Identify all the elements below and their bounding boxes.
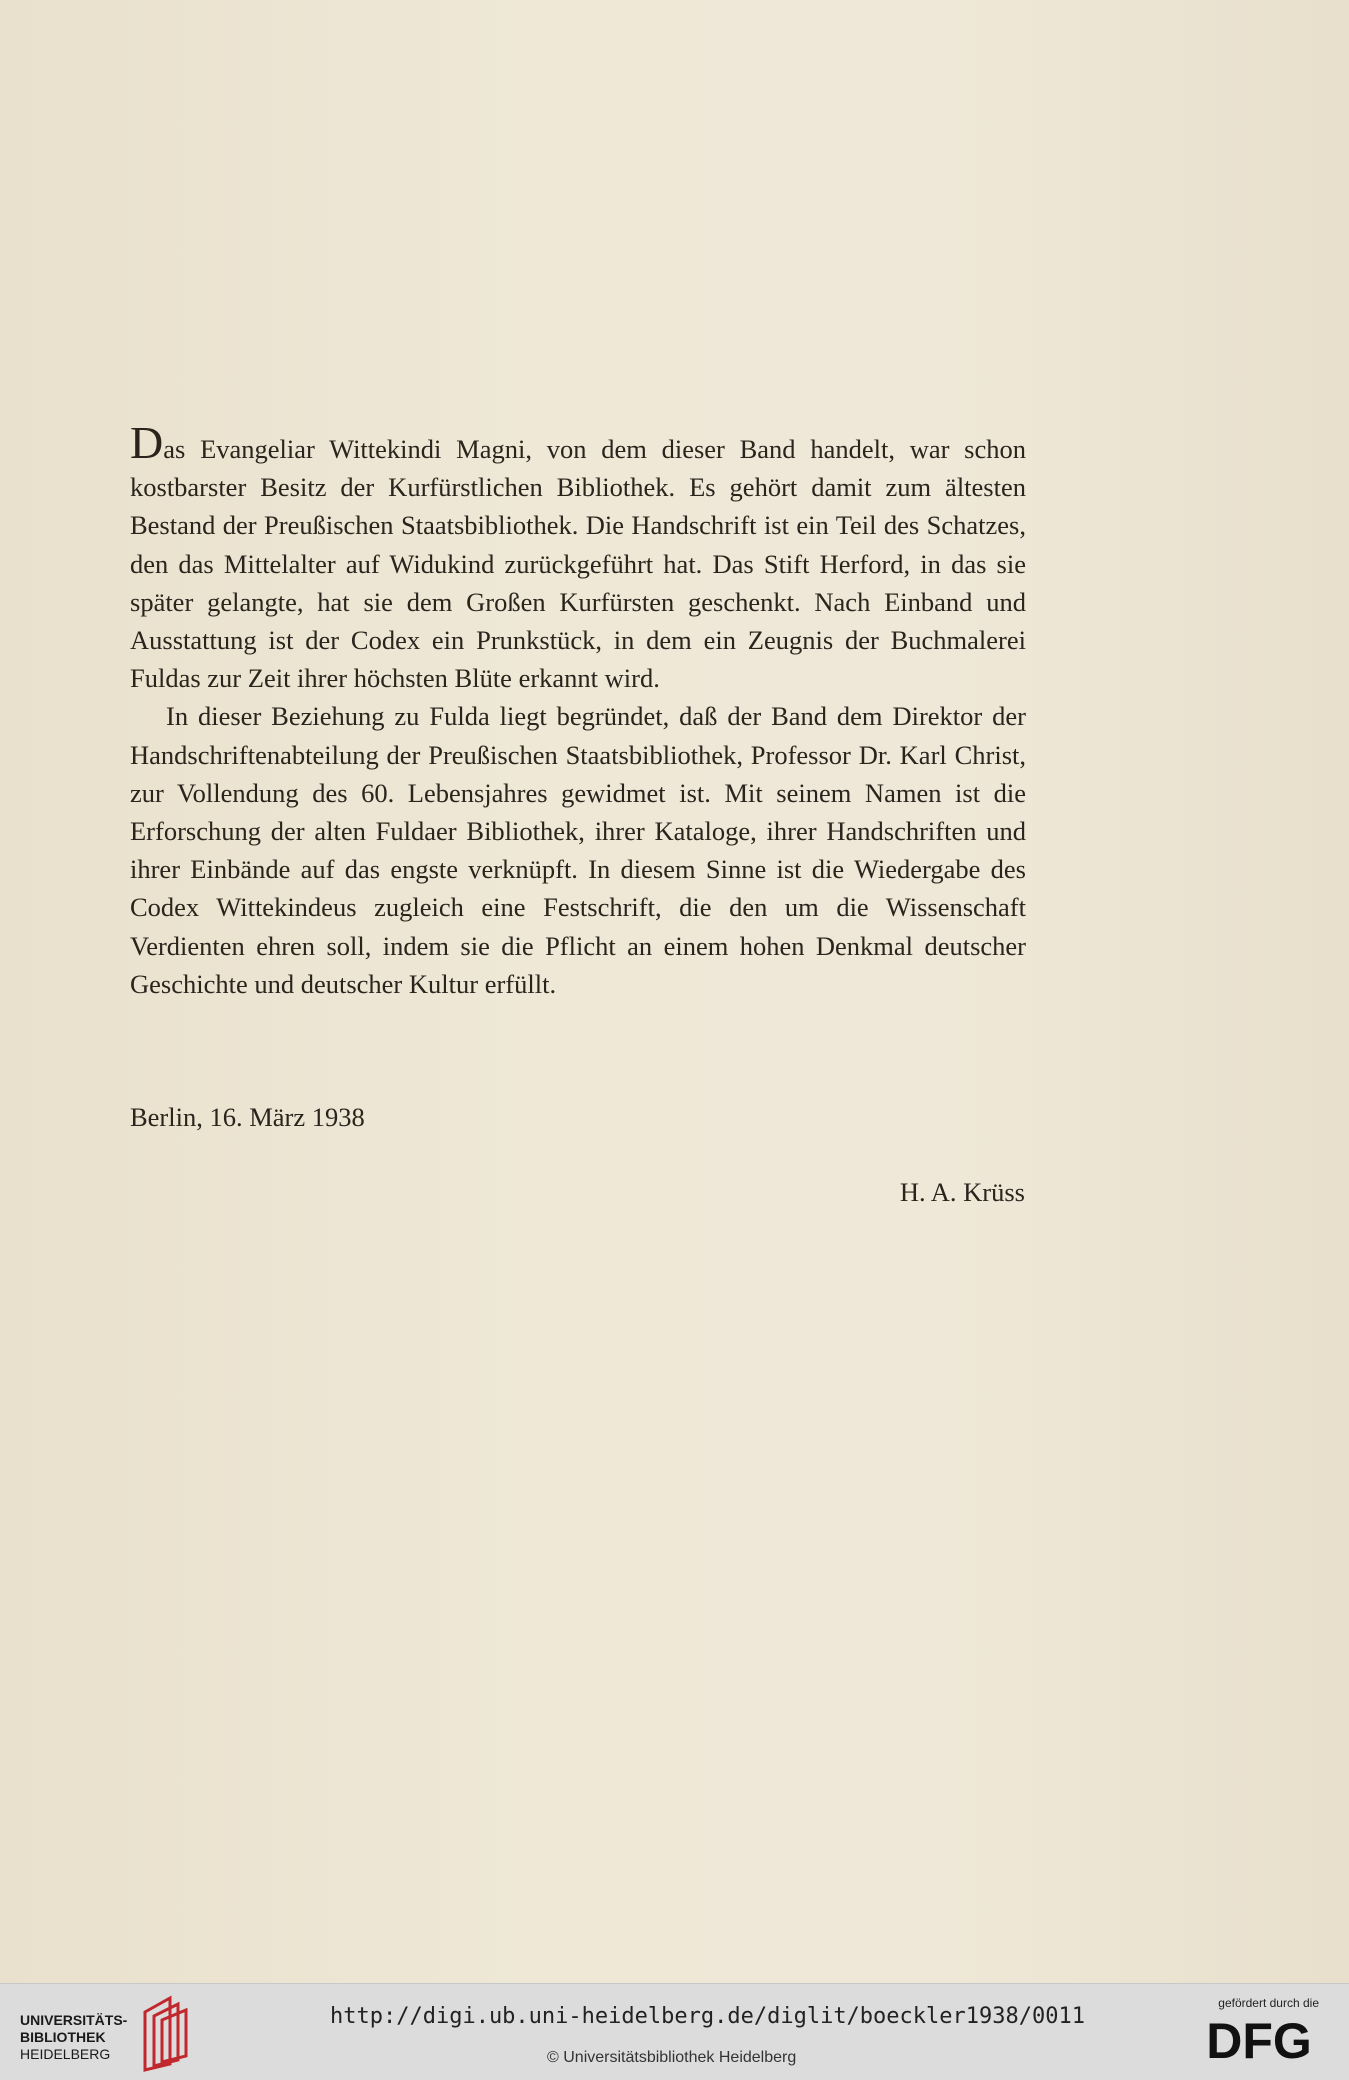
viewer-footer bbox=[0, 1983, 1349, 2080]
library-emblem-icon bbox=[140, 1994, 190, 2072]
paragraph-1-text: as Evangeliar Wittekindi Magni, von dem dieser Band handelt, war schon kostbarster Besitz der Kurfürstlichen Bibliothek. Es gehört damit zum ältesten Bestand der Preußischen Staatsbibliothek. Die Handschrift ist ein Teil des Schatzes, den das Mittelalter auf Widukind zurückgeführt hat. Das Stift Herford, in das sie später gelangte, hat sie dem Großen Kurfürsten geschenkt. Nach Einband und Ausstattung ist der Codex ein Prunkstück, in dem ein Zeugnis der Buchmalerei Fuldas zur Zeit ihrer höchsten Blüte erkannt wird. bbox=[130, 434, 1026, 694]
dfg-logo-text: DFG bbox=[1206, 2014, 1312, 2064]
dfg-logo-icon[interactable] bbox=[1199, 2014, 1319, 2064]
paragraph-1 bbox=[130, 417, 1026, 697]
drop-capital: D bbox=[130, 417, 164, 468]
library-name-line-1: UNIVERSITÄTS- bbox=[20, 2012, 128, 2028]
letter-body bbox=[130, 417, 1026, 1003]
paragraph-2: In dieser Beziehung zu Fulda liegt begründet, daß der Band dem Direktor der Handschriftenabteilung der Preußischen Staatsbibliothek, Professor Dr. Karl Christ, zur Vollendung des 60. Lebensjahres gewidmet ist. Mit seinem Namen ist die Erforschung der alten Fuldaer Bibliothek, ihrer Kataloge, ihrer Handschriften und ihrer Einbände auf das engste verknüpft. In diesem Sinne ist die Wiedergabe des Codex Wittekindeus zugleich eine Festschrift, die den um die Wissenschaft Verdienten ehren soll, indem sie die Pflicht an einem hohen Denkmal deutscher Geschichte und deutscher Kultur erfüllt. bbox=[130, 701, 1026, 999]
permalink-url[interactable]: http://digi.ub.uni-heidelberg.de/diglit/boeckler1938/0011 bbox=[330, 2004, 1085, 2029]
library-logo[interactable] bbox=[20, 2012, 127, 2063]
library-name-line-3: HEIDELBERG bbox=[20, 2046, 111, 2062]
copyright-notice: © Universitätsbibliothek Heidelberg bbox=[547, 2049, 797, 2066]
signature: H. A. Krüss bbox=[899, 1177, 1025, 1207]
dateline: Berlin, 16. März 1938 bbox=[130, 1102, 365, 1132]
library-name-line-2: BIBLIOTHEK bbox=[20, 2029, 106, 2045]
funding-caption: gefördert durch die bbox=[1218, 1996, 1319, 2010]
